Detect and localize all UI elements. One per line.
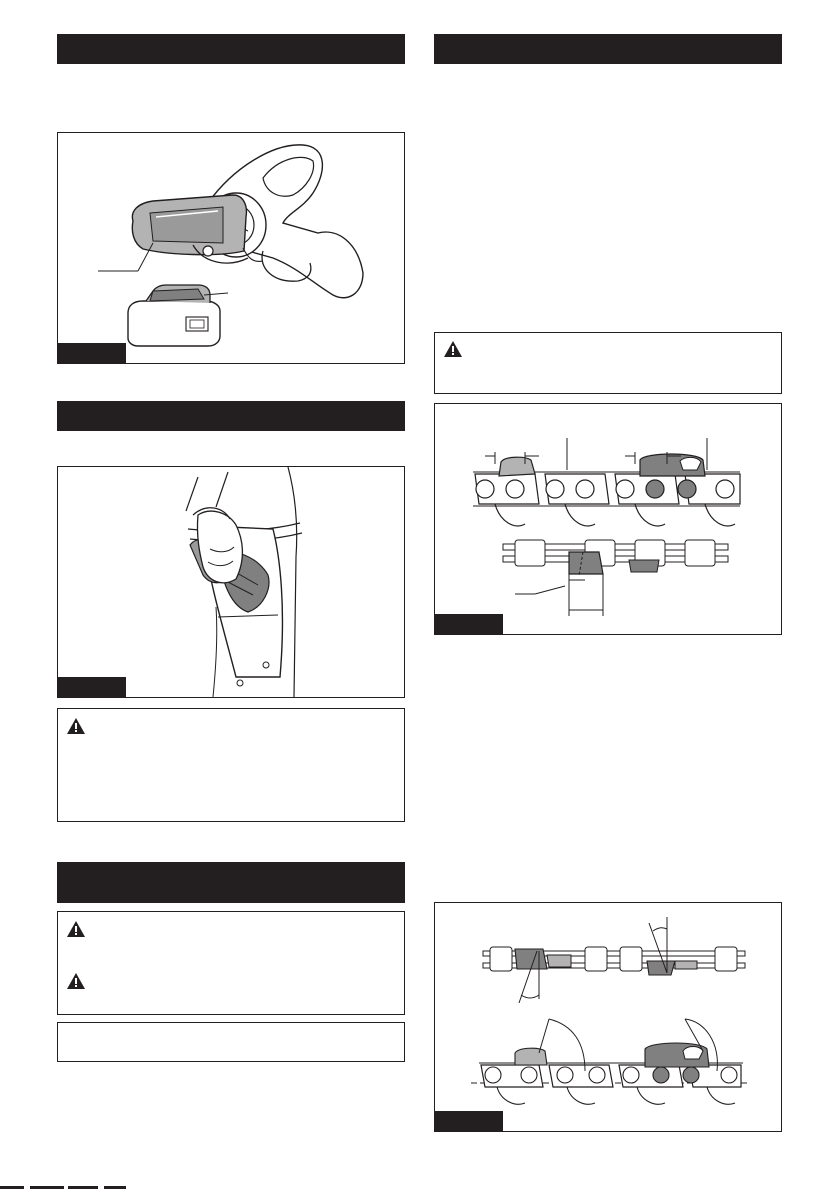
warning-box-sharpening [434, 332, 782, 394]
footer-mark [0, 1186, 24, 1189]
section-header-bar-4 [434, 34, 782, 64]
footer-mark [104, 1186, 126, 1189]
pruner-illustration [58, 133, 404, 363]
warning-triangle-icon [67, 973, 85, 989]
figure-label-tab [435, 614, 503, 634]
figure-label-tab [435, 1111, 503, 1131]
footer-mark [30, 1186, 64, 1189]
warning-triangle-icon [67, 718, 85, 734]
chain-side-view-diagram [435, 404, 781, 634]
section-header-bar-1 [57, 34, 405, 64]
figure-label-tab [58, 677, 126, 697]
note-box [57, 1022, 405, 1062]
footer-mark [68, 1186, 98, 1189]
figure-filing-angles [434, 902, 782, 1132]
holster-illustration [58, 467, 404, 697]
figure-chain-cutter-dimensions [434, 403, 782, 635]
figure-holster [57, 466, 405, 698]
section-header-bar-3 [57, 862, 405, 903]
figure-pruner-and-battery [57, 132, 405, 364]
warning-triangle-icon [444, 341, 462, 357]
warning-triangle-icon [67, 921, 85, 937]
warning-box-double [57, 911, 405, 1015]
chain-angle-diagram [435, 903, 781, 1131]
section-header-bar-2 [57, 401, 405, 431]
warning-box-holster [57, 708, 405, 822]
figure-label-tab [58, 343, 126, 363]
